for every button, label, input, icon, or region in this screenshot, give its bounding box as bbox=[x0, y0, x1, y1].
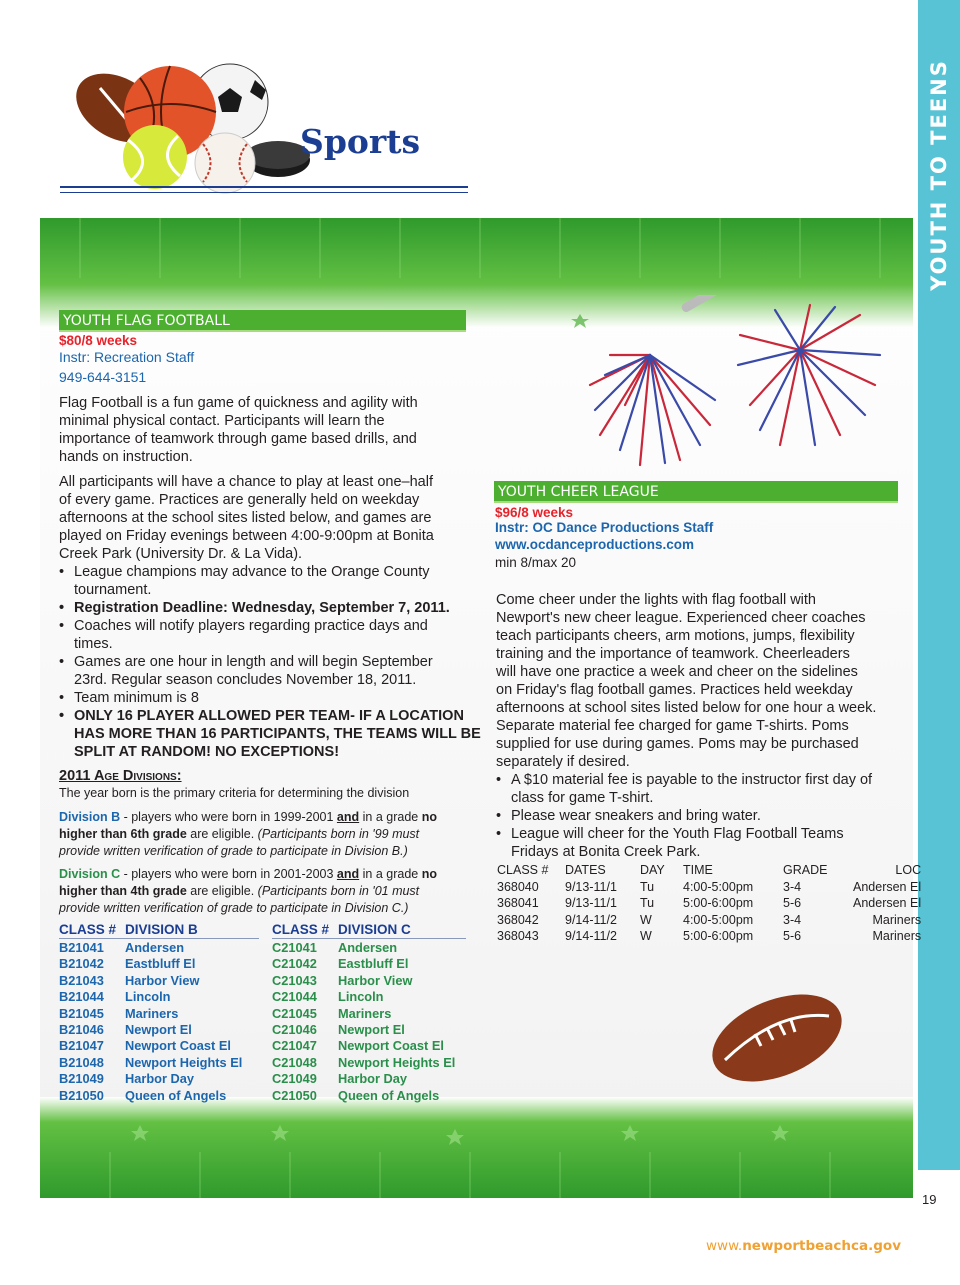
table-row: B21048 bbox=[59, 1054, 104, 1070]
table-row: C21045 bbox=[272, 1005, 317, 1021]
table-c-class-numbers bbox=[272, 940, 317, 1104]
table-row: B21049 bbox=[59, 1071, 104, 1087]
list-item: • Coaches will notify players regarding practice days and times. bbox=[59, 617, 481, 653]
table-row: B21044 bbox=[59, 989, 104, 1005]
flag-description: Flag Football is a fun game of quickness and agility with minimal physical contact. Participants will learn the importance of teamwork through game based drills, and hands on instruction. bbox=[59, 395, 418, 465]
table-row: 368042 9/14-11/2 W 4:00-5:00pm 3-4 Mariners bbox=[497, 912, 922, 927]
side-tab-label bbox=[918, 0, 960, 300]
cheer-league-heading: YOUTH CHEER LEAGUE bbox=[494, 481, 898, 503]
list-item: • A $10 material fee is payable to the instructor first day of class for game T-shirt. bbox=[496, 771, 872, 807]
table-c-locations bbox=[338, 940, 455, 1104]
title-rule-thin bbox=[60, 192, 468, 193]
table-row: B21041 bbox=[59, 940, 104, 955]
table-row: B21050 bbox=[59, 1087, 104, 1103]
table-row: C21047 bbox=[272, 1038, 317, 1054]
table-c-division-header: DIVISION C bbox=[338, 922, 411, 937]
table-c-rule bbox=[272, 938, 466, 939]
table-row: C21048 bbox=[272, 1054, 317, 1070]
table-row: Queen of Angels bbox=[125, 1087, 227, 1103]
table-row: B21045 bbox=[59, 1005, 104, 1021]
table-row: Newport Heights El bbox=[338, 1054, 456, 1070]
table-row: Queen of Angels bbox=[338, 1087, 440, 1103]
flag-football-heading: YOUTH FLAG FOOTBALL bbox=[59, 310, 466, 332]
table-header-row: CLASS # DATES DAY TIME GRADE LOC bbox=[497, 863, 922, 877]
flag-bullet-list bbox=[59, 563, 481, 761]
table-row: C21044 bbox=[272, 989, 317, 1005]
list-item: • League champions may advance to the Orange County tournament. bbox=[59, 563, 481, 599]
table-row: 368040 9/13-11/1 Tu 4:00-5:00pm 3-4 Andersen El bbox=[497, 879, 922, 894]
cheer-website-link[interactable]: www.ocdanceproductions.com bbox=[495, 537, 695, 552]
table-row: Eastbluff El bbox=[125, 956, 196, 972]
page-title: Sports bbox=[300, 122, 421, 161]
list-item: • Team minimum is 8 bbox=[59, 689, 481, 707]
table-row: Mariners bbox=[125, 1005, 179, 1021]
table-row: Mariners bbox=[338, 1005, 392, 1021]
table-row: C21049 bbox=[272, 1071, 317, 1087]
age-divisions-intro: The year born is the primary criteria for determining the division bbox=[59, 786, 410, 800]
table-b-locations bbox=[125, 940, 242, 1104]
cheer-bullet-list bbox=[496, 771, 872, 861]
table-row: Newport Coast El bbox=[338, 1038, 444, 1054]
cheer-price: $96/8 weeks bbox=[495, 505, 574, 520]
table-row: C21046 bbox=[272, 1022, 317, 1038]
table-row: B21047 bbox=[59, 1038, 104, 1054]
side-tab-text: YOUTH TO TEENS bbox=[927, 59, 951, 291]
cheer-schedule-table bbox=[497, 862, 921, 945]
table-row: C21050 bbox=[272, 1087, 317, 1103]
table-row: Harbor View bbox=[125, 972, 200, 988]
table-row: Andersen bbox=[338, 940, 398, 955]
table-row: B21043 bbox=[59, 972, 104, 988]
pom-poms-illustration bbox=[580, 295, 885, 475]
table-row: C21041 bbox=[272, 940, 317, 955]
table-row: C21043 bbox=[272, 972, 317, 988]
table-row: Newport Heights El bbox=[125, 1054, 243, 1070]
table-row: Newport El bbox=[125, 1022, 192, 1038]
table-c-class-header: CLASS # bbox=[272, 922, 330, 937]
table-row: Harbor View bbox=[338, 972, 413, 988]
table-row: B21046 bbox=[59, 1022, 104, 1038]
table-row: 368041 9/13-11/1 Tu 5:00-6:00pm 5-6 Andersen El bbox=[497, 896, 922, 910]
table-row: C21042 bbox=[272, 956, 317, 972]
page-number: 19 bbox=[922, 1192, 937, 1207]
age-divisions-heading: 2011 Age Divisions: bbox=[59, 768, 182, 784]
flag-instructor: Instr: Recreation Staff bbox=[59, 349, 195, 365]
football-illustration bbox=[705, 990, 850, 1085]
table-row: Newport Coast El bbox=[125, 1038, 231, 1054]
table-row: Eastbluff El bbox=[338, 956, 409, 972]
table-row: Harbor Day bbox=[125, 1071, 194, 1087]
table-b-division-header: DIVISION B bbox=[125, 922, 198, 937]
division-c-description: Division C - players who were born in 2001-2003 and in a grade no higher than 4th grade are eligible. (Participants born in '01 must provide written verification of grade to participate in Division C.) bbox=[59, 867, 437, 915]
division-b-description: Division B - players who were born in 1999-2001 and in a grade no higher than 6th grade are eligible. (Participants born in '99 must provide written verification of grade to participate in Division B.) bbox=[59, 810, 437, 858]
title-rule bbox=[60, 186, 468, 188]
website-link[interactable]: www.newportbeachca.gov bbox=[706, 1238, 901, 1254]
list-item: • Please wear sneakers and bring water. bbox=[496, 807, 872, 825]
flag-details: All participants will have a chance to play at least one–half of every game. Practices are generally held on weekday afternoons at the school sites listed below, and games are played on Friday evenings between 4:00-9:00pm at Bonita Creek Park (University Dr. & La Vida). bbox=[59, 474, 434, 562]
table-row: B21042 bbox=[59, 956, 104, 972]
cheer-capacity: min 8/max 20 bbox=[495, 555, 577, 570]
table-b-rule bbox=[59, 938, 259, 939]
table-row: Newport El bbox=[338, 1022, 405, 1038]
flag-phone[interactable]: 949-644-3151 bbox=[59, 369, 147, 385]
cheer-instructor: Instr: OC Dance Productions Staff bbox=[495, 520, 714, 535]
table-b-class-header: CLASS # bbox=[59, 922, 117, 937]
field-bottom-graphic bbox=[40, 1097, 913, 1198]
table-row: Lincoln bbox=[338, 989, 384, 1005]
list-item: • League will cheer for the Youth Flag Football Teams Fridays at Bonita Creek Park. bbox=[496, 825, 872, 861]
table-row: Lincoln bbox=[125, 989, 171, 1005]
list-item: • ONLY 16 PLAYER ALLOWED PER TEAM- IF A LOCATION HAS MORE THAN 16 PARTICIPANTS, THE TEAMS WILL BE SPLIT AT RANDOM! NO EXCEPTIONS! bbox=[59, 707, 481, 761]
cheer-description: Come cheer under the lights with flag football with Newport's new cheer league. Experienced cheer coaches teach participants cheers, arm motions, jumps, flexibility training and the importance of teamwork. Cheerleaders will have one practice a week and cheer on the sidelines on Friday's flag football games. Practices held weekday afternoons at school sites listed below for one hour a week. Separate material fee charged for game T-shirts. Poms supplied for use during games. Poms may be purchased separately if desired. bbox=[496, 592, 877, 770]
sports-balls-illustration bbox=[70, 60, 320, 195]
table-row: Andersen bbox=[125, 940, 185, 955]
list-item: • Registration Deadline: Wednesday, September 7, 2011. bbox=[59, 599, 481, 617]
table-row: Harbor Day bbox=[338, 1071, 407, 1087]
flag-price: $80/8 weeks bbox=[59, 333, 138, 348]
table-row: 368043 9/14-11/2 W 5:00-6:00pm 5-6 Mariners bbox=[497, 929, 922, 943]
list-item: • Games are one hour in length and will begin September 23rd. Regular season concludes November 18, 2011. bbox=[59, 653, 481, 689]
table-b-class-numbers bbox=[59, 940, 104, 1104]
